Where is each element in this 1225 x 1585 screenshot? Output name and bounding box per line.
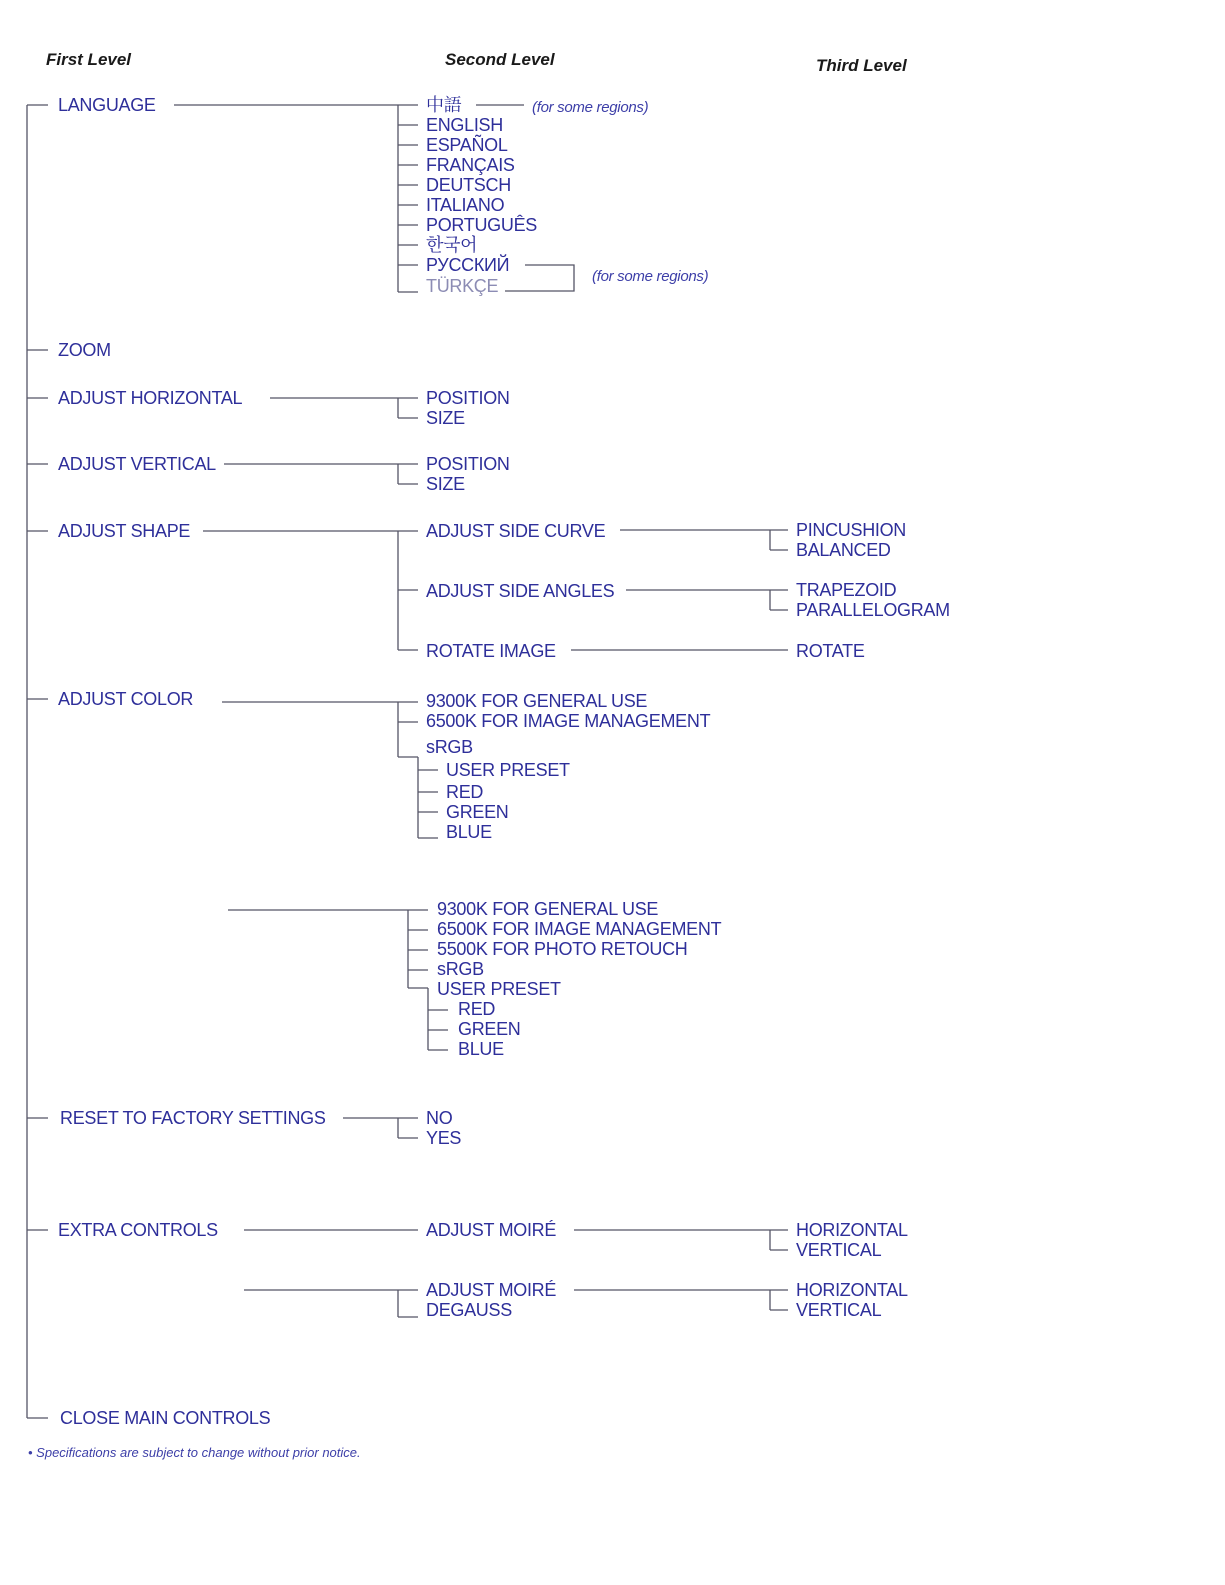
color-b-green: GREEN <box>458 1019 521 1039</box>
language-option-espanol: ESPAÑOL <box>426 135 508 155</box>
language-option-russian: РУССКИЙ <box>426 255 510 275</box>
reset-no: NO <box>426 1108 453 1128</box>
language-option-chinese: 中語 <box>426 95 462 115</box>
menu-adjust-vertical: ADJUST VERTICAL <box>58 454 216 474</box>
language-option-deutsch: DEUTSCH <box>426 175 511 195</box>
horizontal-position: POSITION <box>426 388 510 408</box>
language-option-korean: 한국어 <box>426 235 478 255</box>
color-b-user-preset: USER PRESET <box>437 979 561 999</box>
color-a-blue: BLUE <box>446 822 492 842</box>
color-a-9300k: 9300K FOR GENERAL USE <box>426 691 648 711</box>
menu-adjust-color: ADJUST COLOR <box>58 689 194 709</box>
color-a-srgb: sRGB <box>426 737 473 757</box>
reset-yes: YES <box>426 1128 462 1148</box>
adjust-side-curve: ADJUST SIDE CURVE <box>426 521 606 541</box>
footnote: • Specifications are subject to change without prior notice. <box>28 1445 361 1460</box>
adjust-side-angles: ADJUST SIDE ANGLES <box>426 581 615 601</box>
language-option-portugues: PORTUGUÊS <box>426 215 537 235</box>
color-a-6500k: 6500K FOR IMAGE MANAGEMENT <box>426 711 711 731</box>
moire-b-horizontal: HORIZONTAL <box>796 1280 908 1300</box>
menu-adjust-shape: ADJUST SHAPE <box>58 521 191 541</box>
menu-close-main-controls: CLOSE MAIN CONTROLS <box>60 1408 271 1428</box>
language-option-italiano: ITALIANO <box>426 195 505 215</box>
first-level-header: First Level <box>46 50 132 69</box>
color-b-blue: BLUE <box>458 1039 504 1059</box>
balanced: BALANCED <box>796 540 891 560</box>
pincushion: PINCUSHION <box>796 520 907 540</box>
color-a-red: RED <box>446 782 484 802</box>
adjust-moire-a: ADJUST MOIRÉ <box>426 1220 557 1240</box>
rotate: ROTATE <box>796 641 865 661</box>
color-b-red: RED <box>458 999 496 1019</box>
language-option-turkish: TÜRKÇE <box>426 276 499 296</box>
color-a-green: GREEN <box>446 802 509 822</box>
color-b-9300k: 9300K FOR GENERAL USE <box>437 899 659 919</box>
language-option-francais: FRANÇAIS <box>426 155 515 175</box>
menu-language: LANGUAGE <box>58 95 156 115</box>
moire-a-vertical: VERTICAL <box>796 1240 882 1260</box>
language-option-english: ENGLISH <box>426 115 503 135</box>
menu-adjust-horizontal: ADJUST HORIZONTAL <box>58 388 243 408</box>
second-level-header: Second Level <box>445 50 555 69</box>
vertical-position: POSITION <box>426 454 510 474</box>
note-for-some-regions-bottom: (for some regions) <box>592 268 709 285</box>
vertical-size: SIZE <box>426 474 465 494</box>
rotate-image: ROTATE IMAGE <box>426 641 556 661</box>
third-level-header: Third Level <box>816 56 907 75</box>
horizontal-size: SIZE <box>426 408 465 428</box>
color-b-5500k: 5500K FOR PHOTO RETOUCH <box>437 939 688 959</box>
color-b-6500k: 6500K FOR IMAGE MANAGEMENT <box>437 919 722 939</box>
parallelogram: PARALLELOGRAM <box>796 600 950 620</box>
moire-b-vertical: VERTICAL <box>796 1300 882 1320</box>
menu-reset-factory-settings: RESET TO FACTORY SETTINGS <box>60 1108 326 1128</box>
trapezoid: TRAPEZOID <box>796 580 897 600</box>
degauss: DEGAUSS <box>426 1300 512 1320</box>
color-b-srgb: sRGB <box>437 959 484 979</box>
note-for-some-regions-top: (for some regions) <box>532 99 649 116</box>
menu-zoom: ZOOM <box>58 340 111 360</box>
color-a-user-preset: USER PRESET <box>446 760 570 780</box>
adjust-moire-b: ADJUST MOIRÉ <box>426 1280 557 1300</box>
moire-a-horizontal: HORIZONTAL <box>796 1220 908 1240</box>
menu-extra-controls: EXTRA CONTROLS <box>58 1220 218 1240</box>
